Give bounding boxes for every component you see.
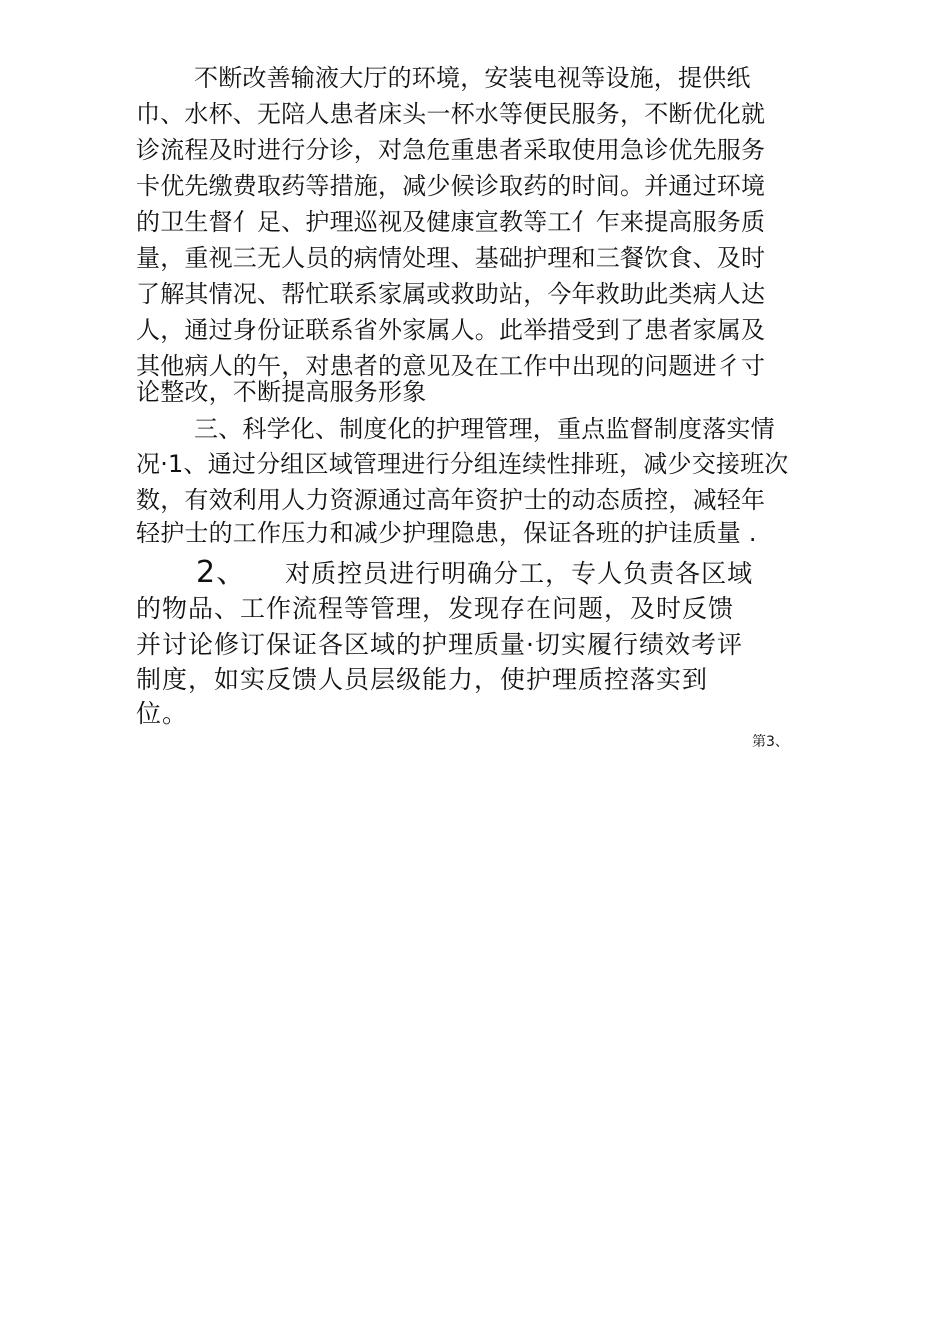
- section3-heading-line: 三、科学化、制度化的护理管理，重点监督制度落实情: [194, 415, 775, 443]
- paragraph2-number: 2、: [196, 555, 248, 590]
- paragraph1-line-1: 不断改善输液大厅的环境，安装电视等设施，提供纸: [194, 64, 751, 92]
- section3-line-4: 轻护士的工作压力和减少护理隐患，保证各班的护诖质量 .: [136, 519, 757, 547]
- section3-line-3: 数，有效利用人力资源通过高年资护士的动态质控，减轻年: [136, 486, 766, 514]
- paragraph1-line-8: 人，通过身份证联系省外家属人。此举措受到了患者家属及: [136, 316, 766, 344]
- paragraph1-line-2: 巾、水杯、无陪人患者床头一杯水等便民服务，不断优化就: [136, 100, 766, 128]
- paragraph2-line-2: 的物品、工作流程等管理，发现存在问题，及时反馈: [136, 594, 735, 623]
- section3-line-2: 况·1、通过分组区域管理进行分组连续性排班，减少交接班次: [136, 450, 789, 478]
- paragraph2-first-line: [196, 556, 753, 591]
- paragraph1-line-7: 了解其情况、帮忙联系家属或救助站，今年救助此类病人达: [136, 280, 766, 308]
- paragraph1-line-9: 其他病人的午，对患者的意见及在工作中出现的问题进彳寸: [136, 352, 766, 380]
- paragraph2-line-5: 位。: [136, 699, 189, 728]
- paragraph1-line-10: 论整改，不断提高服务形象: [136, 378, 427, 406]
- page-number-mark: 第3、: [752, 734, 789, 750]
- paragraph1-line-3: 诊流程及时进行分诊，对急危重患者采取使用急诊优先服务: [136, 136, 766, 164]
- paragraph2-first-text: 对质控员进行明确分工，专人负责各区域: [285, 559, 754, 588]
- paragraph2-line-4: 制度，如实反馈人员层级能力，使护理质控落实到: [136, 665, 709, 694]
- paragraph1-line-6: 量，重视三无人员的病情处理、基础护理和三餐饮食、及时: [136, 244, 766, 272]
- paragraph1-line-4: 卡优先缴费取药等措施，减少候诊取药的时间。并通过环境: [136, 172, 766, 200]
- paragraph2-line-3: 并讨论修订保证各区域的护理质量·切实履行绩效考评: [136, 630, 743, 659]
- paragraph1-line-5: 的卫生督亻足、护理巡视及健康宣教等工亻乍来提高服务质: [136, 208, 766, 236]
